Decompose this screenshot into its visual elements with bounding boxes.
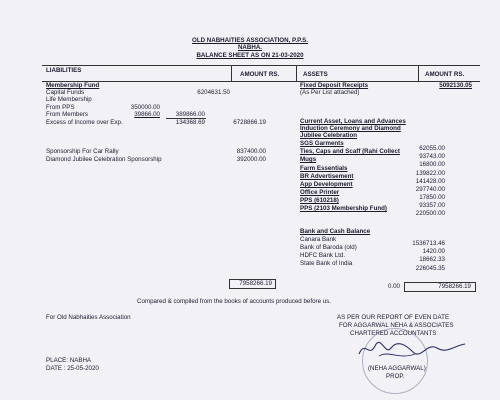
capital-funds-amount: 6204631.50 [197, 89, 230, 96]
amount-right-header: AMOUNT RS. [425, 71, 465, 78]
jubilee-amount: 392000.00 [236, 156, 266, 163]
current-assets-line3: Jubilee Celebration [300, 132, 358, 139]
asset-item-amount: 16800.00 [419, 161, 445, 168]
left-grand-total: 7958266.19 [239, 280, 272, 287]
liabilities-header: LIABILITIES [46, 67, 82, 74]
asset-item-label: Farm Essentials [300, 165, 348, 172]
header-bottom-rule [42, 81, 480, 82]
fdr-label: Fixed Deposit Receipts [300, 82, 369, 89]
amount-left-header: AMOUNT RS. [240, 71, 280, 78]
date: DATE : 25-05-2020 [46, 365, 99, 372]
jubilee-label: Diamond Jubilee Celebration Sponsorship [46, 156, 162, 163]
from-members-amount: 39866.00 [134, 111, 160, 118]
bank-label: HDFC Bank Ltd. [300, 252, 346, 259]
col-divider-3 [418, 65, 419, 81]
from-pps-label: From PPS [46, 104, 75, 111]
asset-item-label: Office Printer [300, 189, 340, 196]
excess-label: Excess of Income over Exp. [46, 119, 123, 126]
life-membership-label: Life Membership [46, 96, 92, 103]
members-subtotal: 389866.00 [175, 111, 205, 118]
bank-amount: 1536713.46 [412, 240, 445, 247]
asset-item-label: BR Advertisement [300, 173, 354, 180]
bank-label: Bank of Baroda (old) [300, 244, 357, 251]
sheet-title: BALANCE SHEET AS ON 21-03-2020 [196, 52, 304, 59]
bank-label: State Bank of India [300, 260, 353, 267]
from-pps-amount: 350000.00 [130, 104, 160, 111]
report-line-1: AS PER OUR REPORT OF EVEN DATE [337, 314, 450, 321]
current-assets-line2: Induction Ceremony and Diamond [300, 125, 401, 132]
org-name: OLD NABHAITIES ASSOCIATION, P.P.S. [192, 37, 308, 44]
cash-amount: 0.00 [387, 283, 400, 290]
car-rally-amount: 837400.00 [236, 148, 266, 155]
asset-item-amount: 17850.00 [419, 194, 445, 201]
fund-total: 6728866.19 [233, 119, 266, 126]
asset-item-label: Mugs [300, 156, 317, 163]
asset-item-label: PPS (2103 Membership Fund) [300, 205, 387, 212]
signature [355, 334, 475, 364]
bank-amount: 18662.33 [419, 256, 445, 263]
report-line-3: CHARTERED ACCOUNTANTS [350, 330, 437, 337]
for-org: For Old Nabhaities Association [46, 314, 131, 321]
asset-item-amount: 93357.00 [419, 202, 445, 209]
asset-item-amount: 139822.00 [415, 170, 445, 177]
right-grand-total: 7958266.19 [438, 283, 471, 290]
asset-item-label: Ties, Caps and Scaff (Rahi Collect [300, 148, 400, 155]
place: PLACE: NABHA [46, 357, 92, 364]
partner-name: (NEHA AGGARWAL) [368, 365, 426, 372]
current-assets-line1: Current Asset, Loans and Advances [300, 118, 406, 125]
bank-label: Canara Bank [300, 236, 337, 243]
asset-item-amount: 297740.00 [415, 186, 445, 193]
bank-amount: 226045.35 [415, 265, 445, 272]
asset-item-amount: 220500.00 [415, 210, 445, 217]
membership-fund-label: Membership Fund [46, 82, 100, 89]
table-top-rule [42, 65, 480, 66]
bank-heading: Bank and Cash Balance [300, 228, 371, 235]
org-place: NABHA. [237, 44, 263, 51]
compiled-note: Compared & compiled from the books of accounts produced before us. [137, 298, 331, 305]
subtotal-rule [166, 118, 206, 119]
asset-item-amount: 141428.00 [415, 178, 445, 185]
bank-amount: 1420.00 [422, 248, 445, 255]
car-rally-label: Sponsorship For Car Rally [46, 148, 119, 155]
asset-item-label: App Development [300, 181, 353, 188]
asset-item-amount: 93743.00 [419, 153, 445, 160]
excess-amount: 134368.69 [175, 119, 205, 126]
asset-item-amount: 62055.00 [419, 145, 445, 152]
asset-item-label: PPS (610218) [300, 197, 339, 204]
col-divider-2 [296, 65, 297, 81]
partner-title: PROP. [386, 373, 405, 380]
assets-header: ASSETS [303, 71, 328, 78]
from-members-label: From Members [46, 111, 88, 118]
col-divider-1 [231, 65, 232, 81]
report-line-2: FOR AGGARWAL NEHA & ASSOCIATES [339, 322, 454, 329]
fdr-note: (As Per List attached) [300, 89, 360, 96]
capital-funds-label: Capital Funds [46, 89, 85, 96]
asset-item-label: SGS Garments [300, 140, 344, 147]
fdr-amount: 5092130.05 [439, 82, 472, 89]
